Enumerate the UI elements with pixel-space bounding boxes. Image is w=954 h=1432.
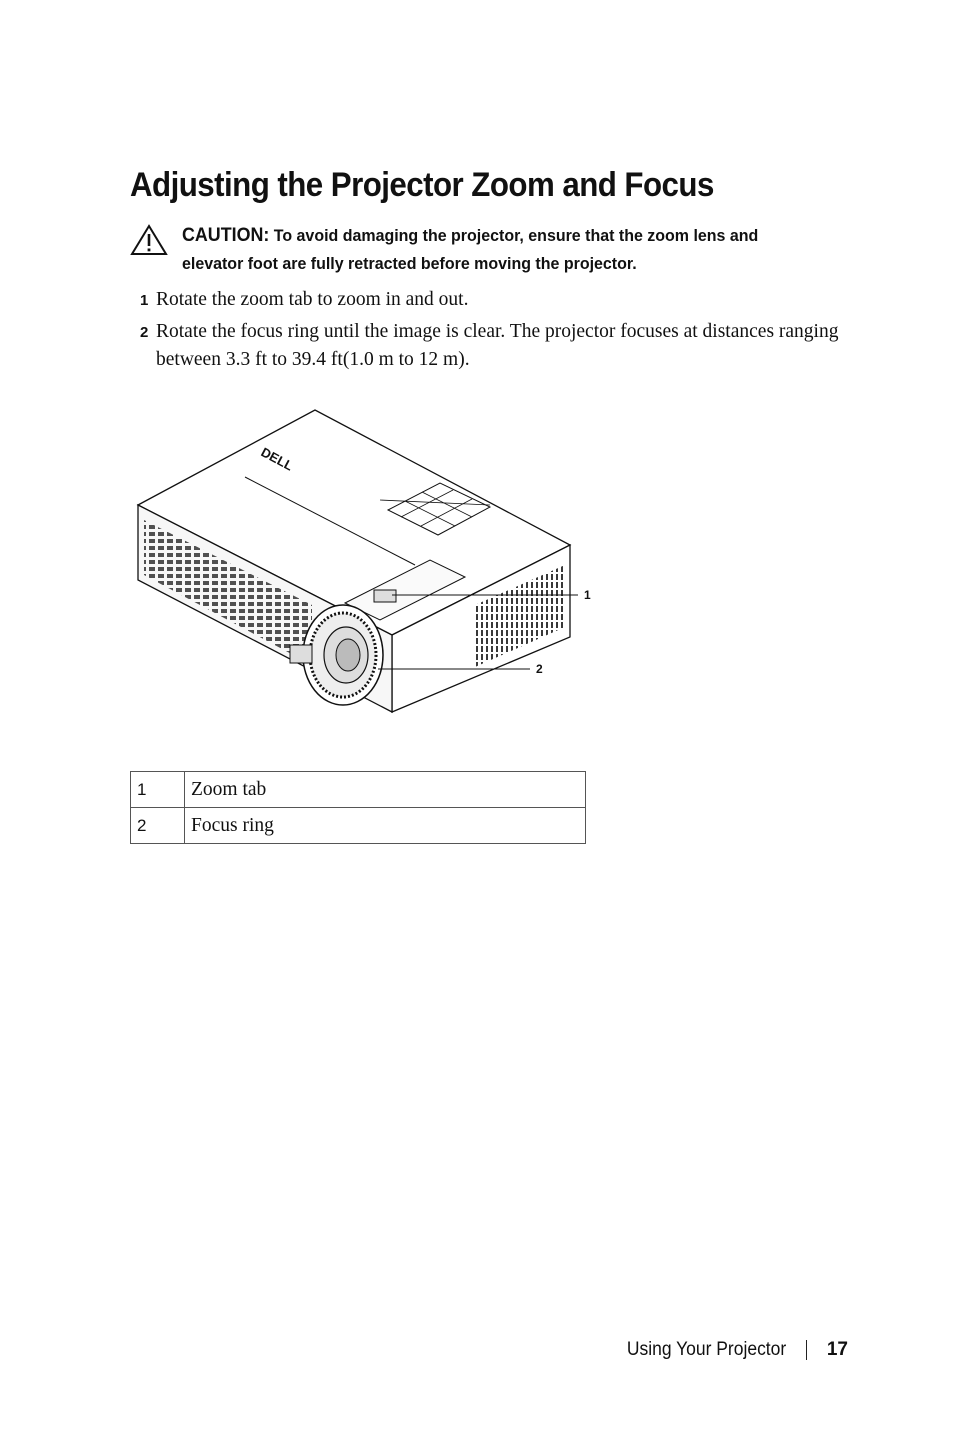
legend-table — [130, 771, 586, 844]
step-text: Rotate the focus ring until the image is clear. The projector focuses at distances ranging between 3.3 ft to 39.4 ft(1.0 m to 12 m). — [156, 321, 839, 370]
projector-illustration — [130, 405, 600, 725]
page-title: Adjusting the Projector Zoom and Focus — [130, 166, 714, 204]
step-text: Rotate the zoom tab to zoom in and out. — [156, 289, 469, 310]
legend-number: 2 — [131, 808, 185, 844]
callout-2: 2 — [536, 662, 543, 676]
page-footer — [613, 1339, 848, 1361]
steps-list — [140, 286, 860, 378]
warning-triangle-icon — [130, 224, 168, 256]
dell-logo: DELL — [258, 444, 296, 474]
step-number: 2 — [140, 324, 149, 341]
legend-label: Focus ring — [185, 808, 586, 844]
callout-1: 1 — [584, 588, 591, 602]
table-row — [131, 772, 586, 808]
step-item — [140, 318, 860, 374]
footer-divider — [806, 1340, 807, 1360]
caution-text: To avoid damaging the projector, ensure that the zoom lens and elevator foot are fully retracted before moving the projector. — [182, 226, 759, 273]
caution-label: CAUTION: — [182, 225, 270, 246]
step-number: 1 — [140, 292, 149, 309]
caution-note — [130, 222, 850, 278]
table-row — [131, 808, 586, 844]
step-item — [140, 286, 860, 314]
page-number: 17 — [826, 1339, 848, 1360]
footer-section-title: Using Your Projector — [626, 1339, 786, 1360]
legend-label: Zoom tab — [185, 772, 586, 808]
legend-number: 1 — [131, 772, 185, 808]
